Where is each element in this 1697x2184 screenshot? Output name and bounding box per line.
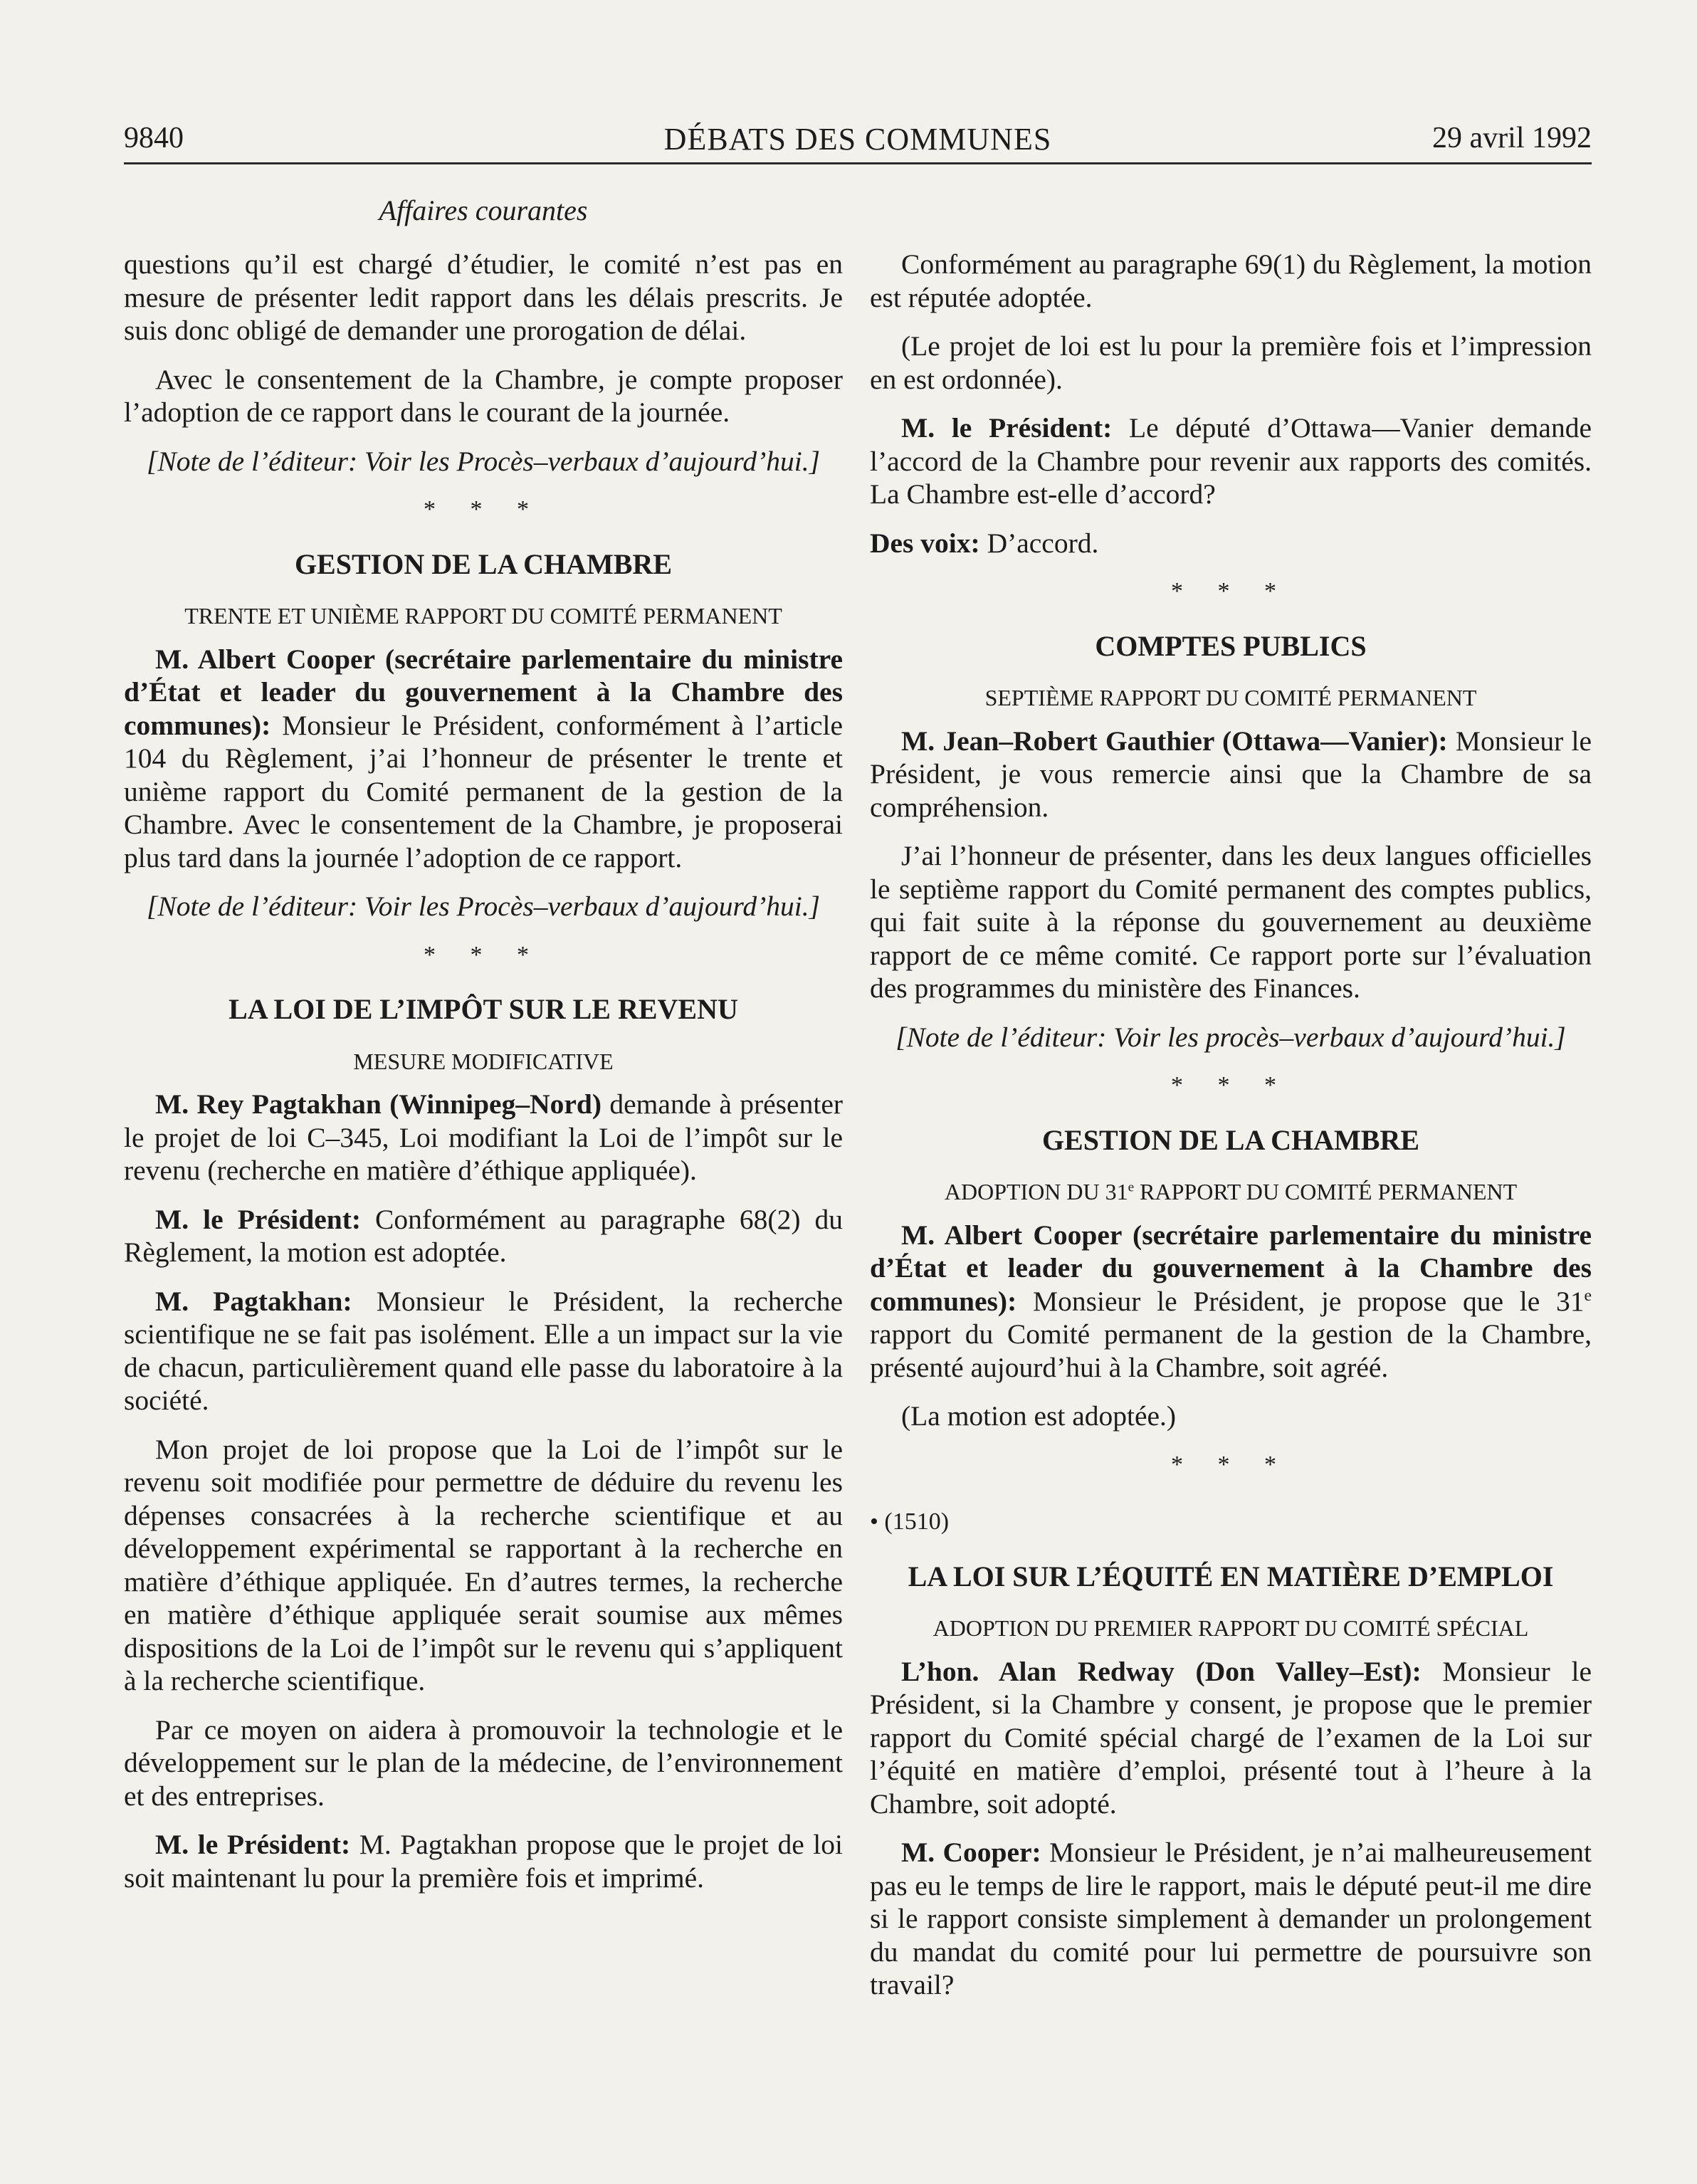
section-separator: * * * [1171, 578, 1291, 604]
paragraph: J’ai l’honneur de présenter, dans les deux langues officielles le septième rapport du Comité permanent des comptes publics, qui fait suite à la réponse du gouvernement au deuxième rapport de ce même comité. Ce rapport porte sur l’évaluation des programmes du ministère des Finances. [870, 840, 1592, 1004]
speaker-name: M. Albert Cooper (secrétaire parlementaire du ministre d’État et leader du gouvernement à la Chambre des communes): [870, 1219, 1592, 1317]
speech-text: Monsieur le Président, conformément à l’article 104 du Règlement, j’ai l’honneur de présenter le trente et unième rapport du Comité permanent de la gestion de la Chambre. Avec le consentement de la Chambre, je proposerai plus tard dans la journée l’adoption de ce rapport. [124, 709, 843, 873]
speech-text: Le député d’Ottawa—Vanier demande l’accord de la Chambre pour revenir aux rapports des comités. La Chambre est-elle d’accord? [870, 412, 1592, 510]
section-heading: GESTION DE LA CHAMBRE [1041, 1123, 1420, 1156]
section-separator: * * * [424, 941, 543, 968]
section-subheading: TRENTE ET UNIÈME RAPPORT DU COMITÉ PERMANENT [184, 603, 782, 629]
speech-text: Conformément au paragraphe 68(2) du Règlement, la motion est adoptée. [124, 1203, 843, 1268]
section-separator: * * * [424, 496, 543, 523]
speech-text: Monsieur le Président, si la Chambre y consent, je propose que le premier rapport du Comité spécial chargé de l’examen de la Loi sur l’équité en matière d’emploi, présenté tout à l’heure à la Chambre, soit adopté. [870, 1655, 1592, 1820]
speech [870, 1836, 1592, 2002]
speaker-name: Des voix: [870, 527, 980, 559]
speech [124, 1285, 843, 1417]
section-subheading: MESURE MODIFICATIVE [353, 1048, 614, 1074]
page-header [124, 120, 1592, 162]
speech [870, 527, 1592, 560]
section-subheading: SEPTIÈME RAPPORT DU COMITÉ PERMANENT [984, 685, 1477, 710]
paragraph: Conformément au paragraphe 69(1) du Règlement, la motion est réputée adoptée. [870, 248, 1592, 313]
section-heading: LA LOI DE L’IMPÔT SUR LE REVENU [228, 993, 738, 1025]
speaker-name: M. Pagtakhan: [155, 1285, 352, 1317]
left-column [124, 248, 843, 1910]
section-subheading: ADOPTION DU 31e RAPPORT DU COMITÉ PERMANENT [944, 1179, 1518, 1204]
paragraph: Par ce moyen on aidera à promouvoir la technologie et le développement sur le plan de la médecine, de l’environnement et des entreprises. [124, 1713, 843, 1812]
speech [124, 1828, 843, 1894]
speaker-name: M. Rey Pagtakhan (Winnipeg–Nord) [155, 1088, 602, 1120]
editor-note: [Note de l’éditeur: Voir les procès–verbaux d’aujourd’hui.] [895, 1021, 1566, 1053]
speech-text: Monsieur le Président, je n’ai malheureusement pas eu le temps de lire le rapport, mais le député peut-il me dire si le rapport consiste simplement à demander un prolongement du mandat du comité pour lui permettre de poursuivre son travail? [870, 1837, 1592, 2000]
speech [870, 411, 1592, 511]
timestamp: • (1510) [870, 1508, 950, 1535]
speaker-name: M. Cooper: [901, 1837, 1041, 1868]
speech-text: Monsieur le Président, la recherche scientifique ne se fait pas isolément. Elle a un impact sur la vie de chacun, particulièrement quand elle passe du laboratoire à la société. [124, 1285, 844, 1416]
speech [870, 725, 1592, 824]
paragraph: Avec le consentement de la Chambre, je compte proposer l’adoption de ce rapport dans le courant de la journée. [124, 363, 843, 428]
right-column [870, 248, 1592, 2017]
publication-title: DÉBATS DES COMMUNES [663, 122, 1052, 157]
speech-text: Monsieur le Président, je propose que le 31 [1016, 1285, 1585, 1317]
speaker-name: M. le Président: [901, 412, 1113, 443]
section-subheading: ADOPTION DU PREMIER RAPPORT DU COMITÉ SPÉCIAL [932, 1615, 1529, 1641]
paragraph: (La motion est adoptée.) [901, 1400, 1177, 1432]
header-rule [124, 162, 1592, 164]
section-heading: LA LOI SUR L’ÉQUITÉ EN MATIÈRE D’EMPLOI [908, 1560, 1554, 1592]
section-separator: * * * [1171, 1072, 1291, 1098]
page-number: 9840 [124, 122, 184, 154]
speaker-name: M. le Président: [155, 1829, 351, 1860]
speech [124, 1088, 843, 1187]
speech [124, 1203, 843, 1269]
editor-note: [Note de l’éditeur: Voir les Procès–verbaux d’aujourd’hui.] [147, 891, 820, 922]
paragraph: Mon projet de loi propose que la Loi de l’impôt sur le revenu soit modifiée pour permettre de déduire du revenu les dépenses consacrées à la recherche scientifique et au développement expérimental se rapportant à la recherche en matière d’éthique appliquée. En d’autres termes, la recherche en matière d’éthique appliquée serait soumise aux mêmes dispositions de la Loi de l’impôt sur le revenu qui s’appliquent à la recherche scientifique. [124, 1433, 843, 1696]
speaker-name: M. Albert Cooper (secrétaire parlementaire du ministre d’État et leader du gouvernement à la Chambre des communes): [124, 643, 843, 741]
speaker-name: M. le Président: [155, 1203, 362, 1235]
speaker-name: L’hon. Alan Redway (Don Valley–Est): [901, 1655, 1422, 1687]
section-heading: GESTION DE LA CHAMBRE [294, 547, 673, 580]
speech: M. Albert Cooper (secrétaire parlementaire du ministre d’État et leader du gouvernement à la Chambre des communes): Monsieur le Président, je propose que le 31e rapport du Comité permanent de la gestion de la Chambre, présenté aujourd’hui à la Chambre, soit agréé. [870, 1219, 1592, 1383]
publication-date: 29 avril 1992 [1432, 122, 1592, 154]
speech-text: M. Pagtakhan propose que le projet de loi soit maintenant lu pour la première fois et imprimé. [124, 1829, 843, 1894]
speech-text: rapport du Comité permanent de la gestion de la Chambre, présenté aujourd’hui à la Chambre, soit agréé. [870, 1318, 1592, 1383]
section-label: Affaires courantes [379, 194, 588, 226]
editor-note: [Note de l’éditeur: Voir les Procès–verbaux d’aujourd’hui.] [147, 445, 820, 477]
section-separator: * * * [1171, 1451, 1291, 1478]
speaker-name: M. Jean–Robert Gauthier (Ottawa—Vanier): [901, 725, 1448, 757]
speech-text: Monsieur le Président, je vous remercie ainsi que la Chambre de sa compréhension. [870, 725, 1592, 823]
paragraph: (Le projet de loi est lu pour la première fois et l’impression en est ordonnée). [870, 330, 1592, 395]
speech [124, 643, 843, 875]
speech [870, 1655, 1592, 1821]
paragraph: questions qu’il est chargé d’étudier, le comité n’est pas en mesure de présenter ledit rapport dans les délais prescrits. Je suis donc obligé de demander une prorogation de délai. [124, 248, 843, 346]
section-heading: COMPTES PUBLICS [1095, 629, 1367, 662]
speech-text: demande à présenter le projet de loi C–345, Loi modifiant la Loi de l’impôt sur le revenu (recherche en matière d’éthique appliquée). [124, 1088, 844, 1186]
speech-text: D’accord. [979, 527, 1099, 559]
